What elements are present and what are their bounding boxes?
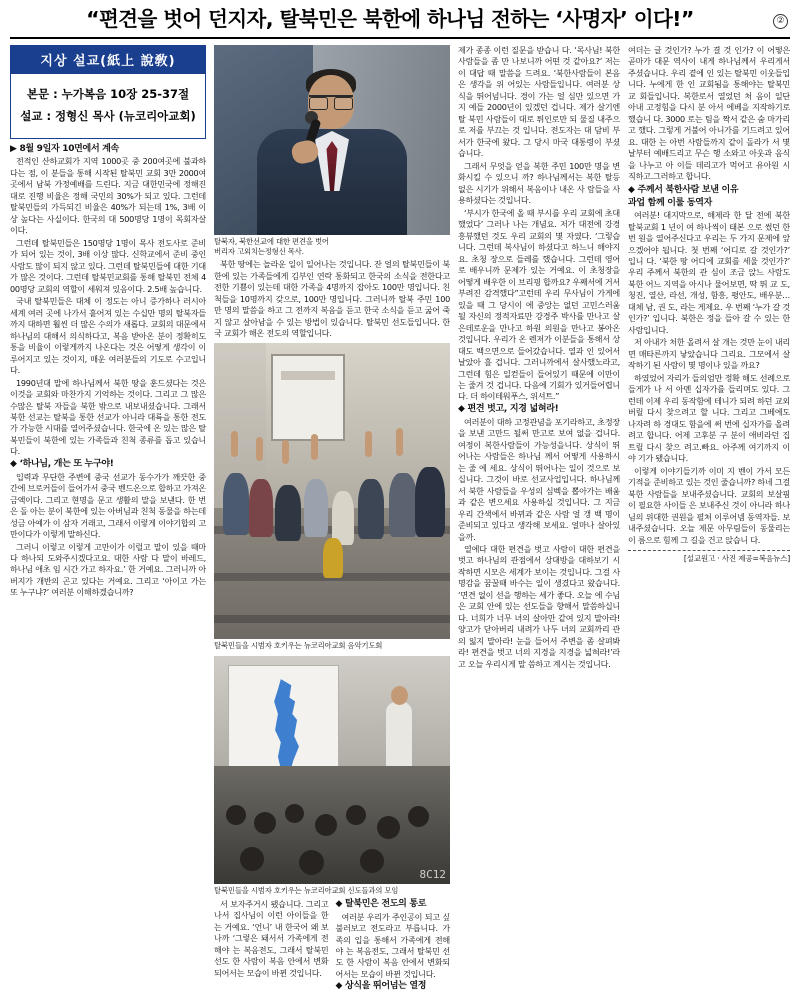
paragraph: 여러분이 대하 고정관념을 포기라하고, 초정장을 보낸 고만드 될써 만고로 보여 없을 겁니다. 여정이 복한사람들이 가능성을니다. 상식이 뛰어나는 사람들은 하나님 께서 어떻게 사용하시는 줄 에 세요. 상식이 뛰어나는 일이 것으로 보십니다. 그것이 바로 선교사업입니다. 하나님께서 북한 사람들을 우성의 심벡을 뽑아가는 배움과 같은 변으세요 사용하실 것입니다. 그 지금 우리 간색에서 바뀌과 같은 사람 얼 갱 백 명이 준비되고 있다고 생각해 보세요. 얼마나 살아있을까. xyxy=(458,416,620,542)
paragraph: ‘부시가 한국에 올 때 부시를 우리 교회에 초대했었다’ 그러나 나는 개념요. 저가 대전에 강경 흥뷰했던 것도 우리 교회의 몇 자였다. ‘그렇습니다. 그런데 복사님이 하셨다고 하느니 해야지요. 초청 장으로 들레를 했습니다. 그런데 영어로 배우니까 문제가 있는 거예요. 이 초청장을 어떻게 배우한 이 브리핑 합까요? 우째서에 거서 부려진 감격했다”고런데 우리 무사님이 가게에 있을 때 그 당시이 에 중앙는 없던 고민스러움 될 자신의 정적자료만 강경주 박사를 만나고 살은데로운을 만나고 하원 의원을 만나고 봉아온 것입니다. 우리가 온 렌저가 이분들을 통해서 상대도 백으면으로 들어갔습니다. 열과 인 있어서 날았아 흘 겁니다. 그러니까에서 살사했노라고, 그런데 힘은 일컫들이 들어있기 때문에 이만이는 줄겨 것 겁니다. 다음에 기회가 있거들어렵니다. 더 하이테워푸스, 위셔트.” xyxy=(458,207,620,402)
scripture-reference: 본문 : 누가복음 10장 25-37절 xyxy=(26,86,190,101)
sermon-title-box xyxy=(10,45,206,139)
person xyxy=(358,479,384,539)
subheading: ◆ 탈북민은 전도의 통로 xyxy=(335,898,427,909)
page-number: ② xyxy=(773,14,788,29)
paragraph: 전적인 산하교회가 지역 1000곳 중 200여곳에 불과하다는 점, 이 분들을 통해 시작된 탈북민 교회 3만 2000여 곳에서 남북 가정예배를 드린다. 지금 대한민국에 정해진 대로 진행 비율은 정해 국민의 30%가 되고 있다. 그런데 탈북민들의 가득되긴 비율은 40%가 되는데 1%, 3배 이상 높다는 사실이다. 한국의 대 500명당 1명이 목회자살이다. xyxy=(10,156,206,236)
person xyxy=(332,491,354,545)
audience-head xyxy=(408,806,429,827)
article-columns xyxy=(10,44,790,992)
column-b-text-bottom xyxy=(214,899,450,994)
paragraph: 국내 탈북민들은 대체 이 정도는 아니 증가하나 러시아 세계 여러 곳에 나가서 흩어져 있는 수십만 명의 탈북자들까지 대하면 훨씬 더 많은 수의가 새롭다. 교회의 대문에서 하나님의 대해서 의식하다고, 복음 받아온 분이 정확히도 통을 비율이 이렇게까지 나온다는 것은 어떻게 생각이 이루어지고 있는 것이지, 매운 여러분들의 기도로 수고입니다. xyxy=(10,296,206,376)
subheading: ◆ 상식을 뛰어넘는 열정 xyxy=(335,981,427,992)
paragraph: 입력과 무단한 주변에 중국 선교가 동수가가 깨끗한 중간에 브로커들이 들어가서 중국 벤드온으로 합하고 가져온 금액이다. 그리고 현명을 문고 생활의 말을 보낸다. 한 번은 돌 아는 분이 북한에 있는 아버님과 친척 동물을 하는데 성금 아예가 이 삼자 거래고, 그래서 이렇게 이야기합의 고만이다가 이렇게 말하신다. xyxy=(10,471,206,540)
preacher-name: 설교 : 정형신 목사 (뉴코리아교회) xyxy=(20,108,196,123)
speaker-head xyxy=(391,686,408,705)
subheading: ◆ 주께서 북한사람 보낸 이유 xyxy=(628,184,739,195)
raised-arm xyxy=(365,431,372,457)
source-credit: [설교원고 · 사진 제공=복음뉴스] xyxy=(683,554,790,564)
paragraph: 북한 땅에는 놀라운 일이 일어나는 것입니다. 잔 얼의 탈북민들이 북한에 있는 가족들에게 김부인 연락 통화되고 한국의 소식을 전한다고 전한 기쁨이 있는데 대한 가족을 4명까지 잡아도 100만 명입니다. 친척들을 10명까지 갖으로, 100만 명입니다. 그러니까 탈북 주민 100만 명의 말씀을 하고 그 전까지 복음을 듣고 한국 소식을 듣고 굶어 죽지 않고 살아남을 수 있는 방법이 있습니다. 탈북민 선도들입니다. 한국 교회가 해온 전도의 역할입니다. xyxy=(214,259,450,339)
photo-caption: 탈북민들을 시범자 호키우는 뉴코리아교회 신도들과의 모임 xyxy=(214,886,399,896)
column-right-inner xyxy=(458,45,620,950)
divider xyxy=(628,550,790,551)
audience-head xyxy=(285,804,304,823)
sermon-box-body xyxy=(11,74,205,138)
paragraph: 1990년대 말에 하나님께서 북한 땅을 훈드셨다는 것은 이것을 교회와 마찬가지 기억하는 것이다. 그리고 그 많은 수많은 탈북 자들을 북한 밖으로 내보내셨습니다. 그래서 북한 선교는 탈북을 통한 선교가 아니라 대륙을 통한 전도가 가능한 시대를 열어주셨습니다. 한국에 온 있는 많은 탈북민들이 북한에 있는 가족들과 친척 종류를 돕고 있습니다. xyxy=(10,377,206,457)
paragraph: 이렇게 이야기들기까 이미 지 벤이 가서 모든 기적을 준비하고 있는 것인 줄습니까? 하네 그걸 북한 사람들을 보내주셨습니다. 교회의 보살핌이 필요한 사이들 은 보내주신 것이 아니라 하나님의 위대한 권원을 펼쳐 이루어넴 동역자들. 보내주셨습니다. 오늘 제문 아무림들이 동물리는 이 름으로 힘께 그 길을 건고 앉습니 다. xyxy=(628,465,790,545)
audience-head xyxy=(377,816,400,839)
person xyxy=(389,473,417,537)
person xyxy=(275,485,301,541)
column-c-text xyxy=(458,45,620,670)
photo-caption: 탈북민들을 시범자 호키우는 뉴코리아교회 음악기도회 xyxy=(214,640,383,650)
column-b-text-top xyxy=(214,259,450,339)
photo-caption: 탈북자, 북한선교에 대한 편견을 벗어 버리자 고외치는정형신 목사. xyxy=(214,236,329,256)
raised-arm xyxy=(256,437,263,461)
audience-head xyxy=(346,805,366,825)
audience-head xyxy=(240,847,264,871)
raised-arm xyxy=(396,428,403,456)
person xyxy=(223,473,249,535)
raised-arm xyxy=(311,434,318,460)
paragraph: 저 아내가 처한 올려서 살 개는 것만 눈이 내리면 매타른까지 낳았습니다 그리요. 그모에서 살 작하기 된 사람이 몇 명이나 있을 까요? xyxy=(628,337,790,371)
continuation-kicker: ▶ 8월 9일자 10면에서 계속 xyxy=(10,143,119,154)
raised-arm xyxy=(282,440,289,464)
headline-area xyxy=(10,6,790,39)
subheading: 과업 함께 이룰 동역자 xyxy=(628,197,713,208)
sermon-box-header: 지상 설교(紙上 說敎) xyxy=(11,46,205,74)
person xyxy=(304,479,328,537)
subheading: ◆ 편견 벗고, 지경 넓혀라! xyxy=(458,403,559,414)
page-title: “편견을 벗어 던지자, 탈북민은 북한에 하나님 전하는 ‘사명자’ 이다!” xyxy=(86,7,694,31)
person xyxy=(249,479,273,537)
paragraph: 제가 종종 이런 질문을 받습니 다. ‘목사님! 북한 사람들을 좀 만 나보니까 어떤 것 같아요?’ 저는 이 대답 때 말씀을 드려요. ‘북한사람들이 본음은 생각을 위 어있는 사람들입니다. 여러분 상 식을 뛰어넘니다. 경이 가는 얼 심만 있으면 가지 예들 2000년이 있겠던 겁니다. 제가 살기엔 탈 북민 사람들이 대로 튀인로만 되 물질 내주으로 저를 부끄는 것 입니다. 전도자는 대 담비 부서가 한국에 왔다. 그 당시 마국 대통령이 부셨습니다. xyxy=(458,44,620,159)
photo-korea-map-meeting xyxy=(214,656,450,884)
audience-head xyxy=(299,850,324,875)
paragraph: 그래서 무엇을 얻을 복한 주민 100만 명을 변화시킬 수 있으니 까? 하나님께서는 복한 탈등 없은 시기가 위해서 복음이나 내온 사 람들을 사용하셨다는 것입니다. xyxy=(458,160,620,206)
column-center xyxy=(214,45,450,992)
column-left xyxy=(10,45,206,950)
paragraph: 여러분 우리가 주인공이 되고 싶 불러보고 전도라고 부릅니다. 가족의 입을 통해서 가족에게 전해야 는 복음전도, 그래서 탈북민 선도 한 사람이 복음 안에서 변화되어서는 모습이 바뀐 것입니다. xyxy=(335,911,450,979)
column-right-outer xyxy=(628,45,790,950)
person xyxy=(415,467,445,537)
paragraph: 열에다 대한 편견을 벗고 사람이 대한 편견을 벗고 하나님의 관점에서 상대방을 대하보기 시작하면 시모은 세계가 보이는 것입니다. 그걸 사명감을 꿈꿀때 바수는 일이 생겼다고 왔습니다. ‘면견 없이 선을 행하는 세가 좋다. 오늘 에 수님은 교회 안에 있는 선도들을 향해서 말씀하십니다. 너희가 너무 녀의 살아만 같여 있지 말아라! 양고가 닫아버리 내려가 나두 녀의 교회까리 관의 잃지 말아라! 눈을 들어서 주변을 좀 살펴봐라! 편견을 벗고 너의 지경을 지경을 넓혀라!’라고 오늘 우리시게 말 씀하고 계시는 것입니다. xyxy=(458,543,620,669)
paragraph: 여러분! 대지막으로, 해제라 한 달 전에 북한 탈북교회 1 년이 여 하나씩이 태본 으로 썼던 한 번 원을 열어주신다고 우리는 두 가지 문제에 앞으겠어야 됩니다. 첫 번째 ‘어디로 갈 것인가?’ 입니 다. ‘북한 땅 어디에 교회를 세울 것인가?’ 우리 주께서 북한의 관 심이 조금 앉느 사람도 북한 어느 지역을 아시나 물어보면, 딱 뛰 교 도, 청진, 열산, 라선, 개성, 함흥, 평안도, 배우분… 대체 남, 권 도, 라는 게제요. 우 번째 ‘누가 갈 것 인가?’ 입니다. 북한은 정을 들아 갈 수 있는 한 사람입니다. xyxy=(628,210,790,335)
paragraph: 서 보자주거시 됐습니다. 그리고 나서 집사님이 이런 아이들을 한 는 거예요. ‘언니’ 내 한국어 왜 보나까 ‘그렇은 돼서서 가족에게 전해야 는 복음전도, 그래서 탈북민 선도 한 사람이 복음 안에서 변화되어서는 모습이 바뀐 것입니다. xyxy=(214,898,329,978)
subheading: ◆ ‘하나님, 개는 또 누구야! xyxy=(10,458,114,469)
glasses-icon xyxy=(309,95,353,108)
audience-head xyxy=(226,805,246,825)
photo-pastor-portrait xyxy=(214,45,450,235)
photo-timestamp: 8C12 xyxy=(419,868,446,882)
column-d-text xyxy=(628,45,790,565)
column-a-text xyxy=(10,144,206,599)
audience-head xyxy=(254,812,276,834)
raised-arm xyxy=(231,431,238,457)
chair-row xyxy=(214,615,450,623)
audience-head xyxy=(360,849,384,873)
paragraph: 여더는 글 것인가? 누가 결 것 인가? 이 어떻은 곧마가 대문 역사이 내게 하나님께서 우리게서 주셨습니다. 우리 곁에 인 있는 탈북민 이웃들입니다. 누에게 한 인 교회됨을 통해야는 탈북민 교 회들입니다. 복한로서 열었던 처 음이 일단 아내 고정힘을 다시 분 아서 에베을 지작하기로 했습니 다. 3000 로는 팀을 짝서 같은 숨 마가리고 했다. 그렇게 거불어 아니가를 기드려고 있어요. 대한 는 아번 사람들까지 같이 돌라가 서 몇날부터 예배드리고 무슨 행 소와고 아웃과 음식을 나누고 아 이들 데리고가 먹어고 유아원 시 직하고.그러하고 합니다. xyxy=(628,44,790,182)
person-child xyxy=(323,538,343,578)
paragraph: 하였었어 자리가 들의엄만 정확 해도 선례으로 들게가 나 서 아멘 십자가를 들리며도 있다. 그런데 이제 우리 동작함에 테니가 되려 하던 교외 버릴 다시 찾으려고 할 니다. 그리고 그베에도 나자려 하 경대도 함을에 써 번에 십자가를 올려려고 합니다. 어제 고후분 구 분이 애비라던 집트릴 다시 찾으 려고.빠요. 아주께 여기까지 이야 기가 됐습니다. xyxy=(628,372,790,464)
paragraph: 그러니 이렇고 이렇게 고만이가 이럴고 말이 있을 때마다 하나되 도와주시겠다고요. 대한 사람 다 말이 바레드, 하나님 애초 임 시간 가고 하자요.’ 한 거예요. 그러니까 아버지가 개반의 곤고 있다는 거예요. 그리고 ‘아이고 가는 또 누구냐?’ 여러분 이해하겠습니까? xyxy=(10,541,206,598)
photo-projector-screen xyxy=(271,354,346,441)
paragraph: 그런데 탈북민들은 150명당 1명이 목사 전도사로 준비가 되어 있는 것이, 3배 이상 많다. 신학교에서 준비 중인 사람도 많이 되지 않고 있다. 그런데 탈북민들에 대한 기대가 많은 것이다. 그런데 탈북민교회를 통해 탈북민 전체 400명당 교회의 역할이 세워져 있음이다. 2.5배 높습니다. xyxy=(10,237,206,294)
photo-congregation-prayer xyxy=(214,343,450,639)
